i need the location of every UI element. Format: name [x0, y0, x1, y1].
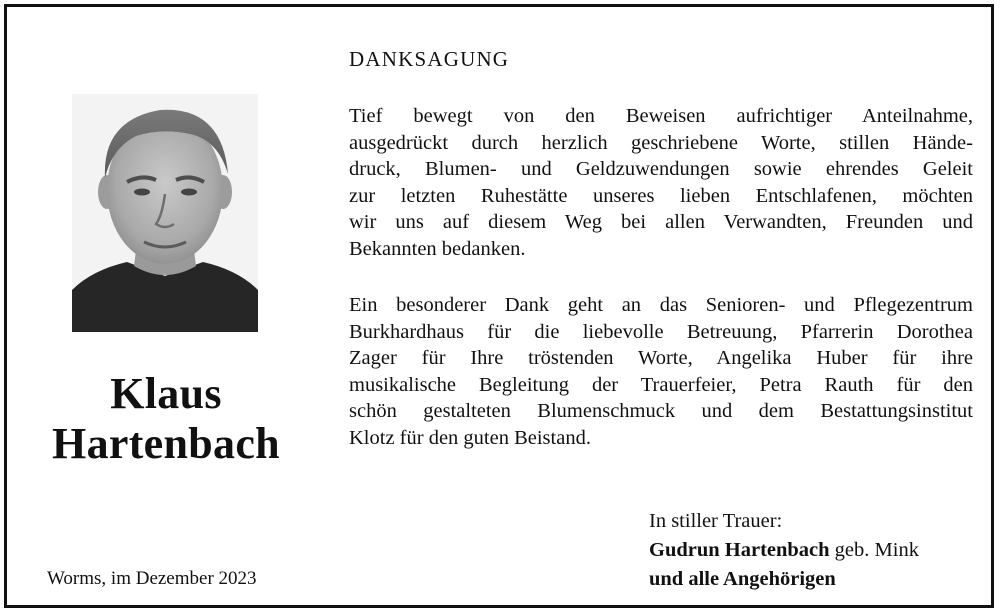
- notice-heading: DANKSAGUNG: [349, 47, 510, 71]
- thanks-paragraph-2: [349, 292, 973, 451]
- paragraph-line: Tief bewegt von den Beweisen aufrichtiger Anteilnahme,: [349, 105, 973, 127]
- paragraph-line: Bekannten bedanken.: [349, 237, 526, 260]
- obituary-frame: [4, 4, 994, 608]
- portrait-photo: [72, 94, 258, 332]
- paragraph-line: Burkhardhaus für die liebevolle Betreuung, Pfarrerin Dorothea: [349, 320, 973, 343]
- signature-others: und alle Angehörigen: [649, 568, 836, 590]
- signature-maiden-name: geb. Mink: [834, 539, 919, 561]
- paragraph-line: wir uns auf diesem Weg bei allen Verwandten, Freunden und: [349, 211, 973, 233]
- signature-intro: In stiller Trauer:: [649, 510, 783, 532]
- paragraph-line: Zager für Ihre tröstenden Worte, Angelika Huber für ihre: [349, 347, 973, 369]
- thanks-paragraph-1: [349, 103, 973, 262]
- paragraph-line: druck, Blumen- und Geldzuwendungen sowie ehrendes Geleit: [349, 158, 973, 180]
- paragraph-line: ausgedrückt durch herzlich geschriebene Worte, stillen Hände-: [349, 131, 973, 154]
- paragraph-line: zur letzten Ruhestätte unseres lieben Entschlafenen, möchten: [349, 184, 973, 207]
- signature-block: [649, 507, 919, 594]
- paragraph-line: schön gestalteten Blumenschmuck und dem Bestattungsinstitut: [349, 400, 973, 422]
- deceased-last-name: Hartenbach: [52, 419, 280, 468]
- deceased-first-name: Klaus: [110, 369, 222, 418]
- place-date: Worms, im Dezember 2023: [47, 568, 257, 589]
- paragraph-line: Ein besonderer Dank geht an das Senioren- und Pflegezentrum: [349, 294, 973, 316]
- signature-name: Gudrun Hartenbach: [649, 539, 830, 561]
- signature-name-line: [649, 536, 919, 565]
- portrait-image: [72, 94, 258, 332]
- paragraph-line: Klotz für den guten Beistand.: [349, 426, 591, 449]
- paragraph-line: musikalische Begleitung der Trauerfeier, Petra Rauth für den: [349, 373, 973, 396]
